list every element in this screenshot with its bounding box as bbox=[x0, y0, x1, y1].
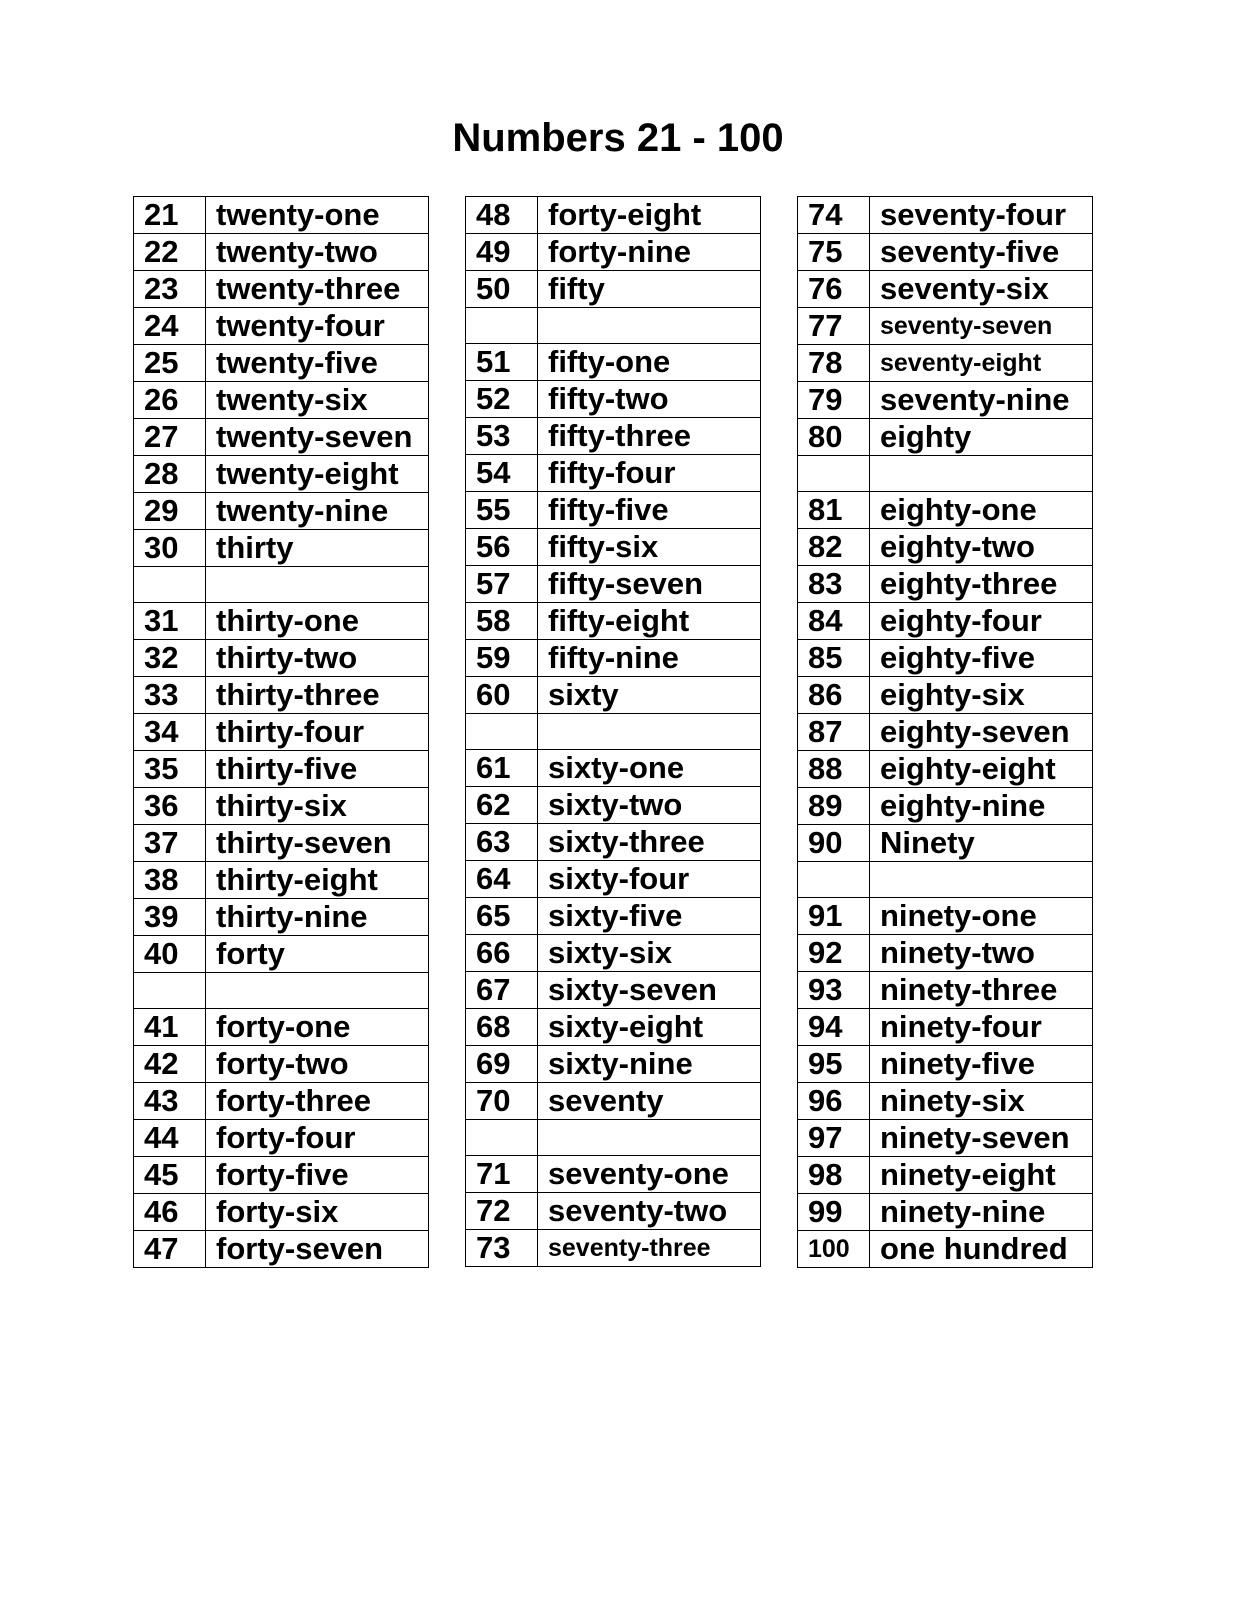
number-cell: 34 bbox=[134, 714, 206, 751]
word-cell: forty-eight bbox=[538, 197, 761, 234]
word-cell: fifty-one bbox=[538, 344, 761, 381]
number-cell: 57 bbox=[466, 566, 538, 603]
word-cell: twenty-two bbox=[206, 234, 429, 271]
word-cell: eighty-nine bbox=[870, 788, 1093, 825]
number-cell: 36 bbox=[134, 788, 206, 825]
word-cell: seventy-six bbox=[870, 271, 1093, 308]
number-cell: 48 bbox=[466, 197, 538, 234]
number-cell: 61 bbox=[466, 750, 538, 787]
word-cell: twenty-five bbox=[206, 345, 429, 382]
number-cell: 84 bbox=[798, 603, 870, 640]
word-cell: sixty-five bbox=[538, 898, 761, 935]
word-cell: twenty-four bbox=[206, 308, 429, 345]
number-cell: 97 bbox=[798, 1120, 870, 1157]
number-cell: 64 bbox=[466, 861, 538, 898]
word-cell: fifty-two bbox=[538, 381, 761, 418]
word-cell: seventy-three bbox=[538, 1230, 761, 1267]
word-cell: forty-five bbox=[206, 1157, 429, 1194]
number-cell: 53 bbox=[466, 418, 538, 455]
word-cell: twenty-eight bbox=[206, 456, 429, 493]
table-row bbox=[798, 419, 1093, 456]
word-cell: sixty-three bbox=[538, 824, 761, 861]
number-cell: 43 bbox=[134, 1083, 206, 1120]
number-cell: 99 bbox=[798, 1194, 870, 1231]
number-cell: 60 bbox=[466, 677, 538, 714]
word-cell bbox=[870, 862, 1093, 898]
table-row bbox=[134, 973, 429, 1009]
table-row bbox=[798, 1083, 1093, 1120]
table-row bbox=[466, 1083, 761, 1120]
word-cell: forty-nine bbox=[538, 234, 761, 271]
number-cell: 93 bbox=[798, 972, 870, 1009]
number-cell: 25 bbox=[134, 345, 206, 382]
word-cell: sixty bbox=[538, 677, 761, 714]
number-cell: 76 bbox=[798, 271, 870, 308]
number-cell: 46 bbox=[134, 1194, 206, 1231]
table-row bbox=[466, 566, 761, 603]
number-cell: 85 bbox=[798, 640, 870, 677]
number-cell: 28 bbox=[134, 456, 206, 493]
number-cell bbox=[134, 973, 206, 1009]
word-cell: fifty-nine bbox=[538, 640, 761, 677]
table-row bbox=[466, 861, 761, 898]
word-cell: thirty-two bbox=[206, 640, 429, 677]
number-cell: 69 bbox=[466, 1046, 538, 1083]
word-cell: forty-two bbox=[206, 1046, 429, 1083]
table-row bbox=[798, 492, 1093, 529]
number-cell: 75 bbox=[798, 234, 870, 271]
word-cell: ninety-four bbox=[870, 1009, 1093, 1046]
table-row bbox=[466, 1193, 761, 1230]
word-cell: thirty-four bbox=[206, 714, 429, 751]
word-cell: Ninety bbox=[870, 825, 1093, 862]
number-cell: 52 bbox=[466, 381, 538, 418]
number-cell: 72 bbox=[466, 1193, 538, 1230]
number-cell bbox=[134, 567, 206, 603]
word-cell: fifty-six bbox=[538, 529, 761, 566]
number-cell: 82 bbox=[798, 529, 870, 566]
word-cell: seventy bbox=[538, 1083, 761, 1120]
number-cell bbox=[798, 456, 870, 492]
number-cell: 42 bbox=[134, 1046, 206, 1083]
number-cell: 29 bbox=[134, 493, 206, 530]
number-cell: 95 bbox=[798, 1046, 870, 1083]
table-row bbox=[798, 788, 1093, 825]
table-row bbox=[798, 751, 1093, 788]
table-row bbox=[466, 197, 761, 234]
word-cell: fifty-eight bbox=[538, 603, 761, 640]
number-cell: 45 bbox=[134, 1157, 206, 1194]
number-cell: 89 bbox=[798, 788, 870, 825]
word-cell: eighty-two bbox=[870, 529, 1093, 566]
table-row bbox=[134, 899, 429, 936]
word-cell: ninety-one bbox=[870, 898, 1093, 935]
word-cell: one hundred bbox=[870, 1231, 1093, 1268]
word-cell: twenty-nine bbox=[206, 493, 429, 530]
numbers-table-column-1 bbox=[133, 196, 429, 1268]
table-row bbox=[466, 455, 761, 492]
table-row bbox=[134, 677, 429, 714]
number-cell bbox=[466, 1120, 538, 1156]
word-cell: sixty-two bbox=[538, 787, 761, 824]
word-cell bbox=[870, 456, 1093, 492]
number-cell: 66 bbox=[466, 935, 538, 972]
number-cell: 33 bbox=[134, 677, 206, 714]
number-cell: 78 bbox=[798, 345, 870, 382]
number-cell: 47 bbox=[134, 1231, 206, 1268]
word-cell: seventy-five bbox=[870, 234, 1093, 271]
number-cell: 87 bbox=[798, 714, 870, 751]
word-cell bbox=[538, 714, 761, 750]
table-row bbox=[134, 197, 429, 234]
table-row bbox=[466, 972, 761, 1009]
number-cell: 91 bbox=[798, 898, 870, 935]
table-row bbox=[134, 456, 429, 493]
word-cell: thirty-seven bbox=[206, 825, 429, 862]
word-cell: eighty-four bbox=[870, 603, 1093, 640]
word-cell: twenty-one bbox=[206, 197, 429, 234]
table-row bbox=[466, 529, 761, 566]
number-cell: 59 bbox=[466, 640, 538, 677]
word-cell: ninety-three bbox=[870, 972, 1093, 1009]
table-row bbox=[466, 271, 761, 308]
table-row bbox=[466, 1156, 761, 1193]
table-row bbox=[798, 382, 1093, 419]
table-row bbox=[134, 751, 429, 788]
table-row bbox=[798, 1231, 1093, 1268]
table-row bbox=[798, 308, 1093, 345]
word-cell: eighty-one bbox=[870, 492, 1093, 529]
table-row bbox=[798, 271, 1093, 308]
number-cell: 37 bbox=[134, 825, 206, 862]
number-cell: 62 bbox=[466, 787, 538, 824]
word-cell: seventy-one bbox=[538, 1156, 761, 1193]
table-row bbox=[134, 936, 429, 973]
word-cell: eighty-six bbox=[870, 677, 1093, 714]
table-row bbox=[798, 529, 1093, 566]
word-cell: fifty bbox=[538, 271, 761, 308]
word-cell: thirty-eight bbox=[206, 862, 429, 899]
number-cell: 94 bbox=[798, 1009, 870, 1046]
table-row bbox=[466, 1046, 761, 1083]
word-cell: seventy-nine bbox=[870, 382, 1093, 419]
number-cell: 26 bbox=[134, 382, 206, 419]
number-cell: 63 bbox=[466, 824, 538, 861]
table-row bbox=[134, 1120, 429, 1157]
number-cell: 65 bbox=[466, 898, 538, 935]
word-cell bbox=[538, 1120, 761, 1156]
table-row bbox=[466, 714, 761, 750]
number-cell: 68 bbox=[466, 1009, 538, 1046]
table-row bbox=[134, 308, 429, 345]
table-row bbox=[798, 972, 1093, 1009]
table-row bbox=[798, 234, 1093, 271]
word-cell: forty-seven bbox=[206, 1231, 429, 1268]
table-row bbox=[798, 862, 1093, 898]
word-cell: eighty bbox=[870, 419, 1093, 456]
table-row bbox=[798, 640, 1093, 677]
table-row bbox=[466, 308, 761, 344]
number-cell: 71 bbox=[466, 1156, 538, 1193]
table-row bbox=[134, 825, 429, 862]
number-cell: 98 bbox=[798, 1157, 870, 1194]
word-cell: fifty-seven bbox=[538, 566, 761, 603]
table-row bbox=[134, 419, 429, 456]
word-cell: eighty-five bbox=[870, 640, 1093, 677]
number-cell: 44 bbox=[134, 1120, 206, 1157]
number-cell: 73 bbox=[466, 1230, 538, 1267]
word-cell: fifty-four bbox=[538, 455, 761, 492]
table-row bbox=[798, 825, 1093, 862]
table-row bbox=[798, 1009, 1093, 1046]
table-row bbox=[466, 750, 761, 787]
number-cell: 86 bbox=[798, 677, 870, 714]
word-cell: thirty-six bbox=[206, 788, 429, 825]
number-cell: 74 bbox=[798, 197, 870, 234]
word-cell bbox=[206, 567, 429, 603]
word-cell: eighty-three bbox=[870, 566, 1093, 603]
word-cell: eighty-eight bbox=[870, 751, 1093, 788]
word-cell: twenty-seven bbox=[206, 419, 429, 456]
number-cell bbox=[798, 862, 870, 898]
table-row bbox=[466, 677, 761, 714]
word-cell: ninety-seven bbox=[870, 1120, 1093, 1157]
table-row bbox=[466, 492, 761, 529]
table-row bbox=[134, 1194, 429, 1231]
table-row bbox=[134, 382, 429, 419]
table-row bbox=[798, 456, 1093, 492]
number-cell: 21 bbox=[134, 197, 206, 234]
word-cell: sixty-nine bbox=[538, 1046, 761, 1083]
word-cell: sixty-one bbox=[538, 750, 761, 787]
numbers-table-column-3 bbox=[797, 196, 1093, 1268]
word-cell: forty-four bbox=[206, 1120, 429, 1157]
table-row bbox=[134, 271, 429, 308]
number-cell: 35 bbox=[134, 751, 206, 788]
number-cell: 80 bbox=[798, 419, 870, 456]
table-row bbox=[798, 714, 1093, 751]
word-cell: thirty-three bbox=[206, 677, 429, 714]
number-cell: 81 bbox=[798, 492, 870, 529]
number-cell: 67 bbox=[466, 972, 538, 1009]
number-cell: 100 bbox=[798, 1231, 870, 1268]
table-row bbox=[134, 1046, 429, 1083]
word-cell: seventy-seven bbox=[870, 308, 1093, 345]
table-row bbox=[466, 381, 761, 418]
word-cell: forty-three bbox=[206, 1083, 429, 1120]
number-cell bbox=[466, 308, 538, 344]
word-cell: seventy-two bbox=[538, 1193, 761, 1230]
table-row bbox=[798, 935, 1093, 972]
table-row bbox=[466, 640, 761, 677]
number-cell: 22 bbox=[134, 234, 206, 271]
word-cell: sixty-seven bbox=[538, 972, 761, 1009]
numbers-table-column-2 bbox=[465, 196, 761, 1267]
table-row bbox=[466, 234, 761, 271]
table-row bbox=[466, 344, 761, 381]
word-cell: thirty bbox=[206, 530, 429, 567]
table-row bbox=[798, 898, 1093, 935]
table-row bbox=[798, 1157, 1093, 1194]
table-row bbox=[798, 603, 1093, 640]
number-cell: 23 bbox=[134, 271, 206, 308]
number-cell: 51 bbox=[466, 344, 538, 381]
table-row bbox=[466, 418, 761, 455]
number-cell: 55 bbox=[466, 492, 538, 529]
table-row bbox=[798, 1194, 1093, 1231]
table-row bbox=[134, 788, 429, 825]
page-title: Numbers 21 - 100 bbox=[452, 116, 784, 160]
word-cell: forty-six bbox=[206, 1194, 429, 1231]
number-cell: 96 bbox=[798, 1083, 870, 1120]
number-cell: 30 bbox=[134, 530, 206, 567]
word-cell: ninety-five bbox=[870, 1046, 1093, 1083]
number-cell: 31 bbox=[134, 603, 206, 640]
word-cell: eighty-seven bbox=[870, 714, 1093, 751]
table-row bbox=[798, 197, 1093, 234]
table-row bbox=[466, 1230, 761, 1267]
table-row bbox=[134, 640, 429, 677]
word-cell: ninety-eight bbox=[870, 1157, 1093, 1194]
number-cell: 24 bbox=[134, 308, 206, 345]
number-cell: 90 bbox=[798, 825, 870, 862]
table-row bbox=[134, 567, 429, 603]
table-row bbox=[134, 714, 429, 751]
table-row bbox=[466, 898, 761, 935]
word-cell: thirty-five bbox=[206, 751, 429, 788]
word-cell: forty-one bbox=[206, 1009, 429, 1046]
table-row bbox=[798, 1046, 1093, 1083]
number-cell: 40 bbox=[134, 936, 206, 973]
table-row bbox=[798, 1120, 1093, 1157]
table-row bbox=[134, 862, 429, 899]
table-row bbox=[134, 1083, 429, 1120]
word-cell bbox=[538, 308, 761, 344]
number-cell: 32 bbox=[134, 640, 206, 677]
number-cell: 79 bbox=[798, 382, 870, 419]
table-row bbox=[134, 345, 429, 382]
word-cell: ninety-two bbox=[870, 935, 1093, 972]
word-cell: seventy-four bbox=[870, 197, 1093, 234]
word-cell: twenty-three bbox=[206, 271, 429, 308]
table-row bbox=[798, 345, 1093, 382]
word-cell bbox=[206, 973, 429, 1009]
table-row bbox=[466, 1009, 761, 1046]
table-row bbox=[134, 493, 429, 530]
table-row bbox=[798, 566, 1093, 603]
table-row bbox=[466, 1120, 761, 1156]
number-cell: 49 bbox=[466, 234, 538, 271]
number-cell: 88 bbox=[798, 751, 870, 788]
number-cell: 39 bbox=[134, 899, 206, 936]
word-cell: ninety-six bbox=[870, 1083, 1093, 1120]
table-row bbox=[134, 1231, 429, 1268]
table-row bbox=[798, 677, 1093, 714]
number-cell: 38 bbox=[134, 862, 206, 899]
number-cell: 50 bbox=[466, 271, 538, 308]
word-cell: sixty-eight bbox=[538, 1009, 761, 1046]
word-cell: ninety-nine bbox=[870, 1194, 1093, 1231]
word-cell: fifty-three bbox=[538, 418, 761, 455]
number-cell bbox=[466, 714, 538, 750]
number-cell: 77 bbox=[798, 308, 870, 345]
number-cell: 27 bbox=[134, 419, 206, 456]
word-cell: fifty-five bbox=[538, 492, 761, 529]
word-cell: twenty-six bbox=[206, 382, 429, 419]
number-cell: 92 bbox=[798, 935, 870, 972]
word-cell: seventy-eight bbox=[870, 345, 1093, 382]
number-cell: 56 bbox=[466, 529, 538, 566]
word-cell: sixty-four bbox=[538, 861, 761, 898]
table-row bbox=[466, 787, 761, 824]
number-cell: 54 bbox=[466, 455, 538, 492]
number-cell: 70 bbox=[466, 1083, 538, 1120]
number-cell: 58 bbox=[466, 603, 538, 640]
table-row bbox=[134, 1009, 429, 1046]
number-cell: 83 bbox=[798, 566, 870, 603]
table-row bbox=[466, 603, 761, 640]
word-cell: sixty-six bbox=[538, 935, 761, 972]
table-row bbox=[134, 234, 429, 271]
table-row bbox=[466, 824, 761, 861]
table-row bbox=[134, 603, 429, 640]
table-row bbox=[134, 530, 429, 567]
word-cell: forty bbox=[206, 936, 429, 973]
number-cell: 41 bbox=[134, 1009, 206, 1046]
table-row bbox=[134, 1157, 429, 1194]
table-row bbox=[466, 935, 761, 972]
word-cell: thirty-one bbox=[206, 603, 429, 640]
word-cell: thirty-nine bbox=[206, 899, 429, 936]
